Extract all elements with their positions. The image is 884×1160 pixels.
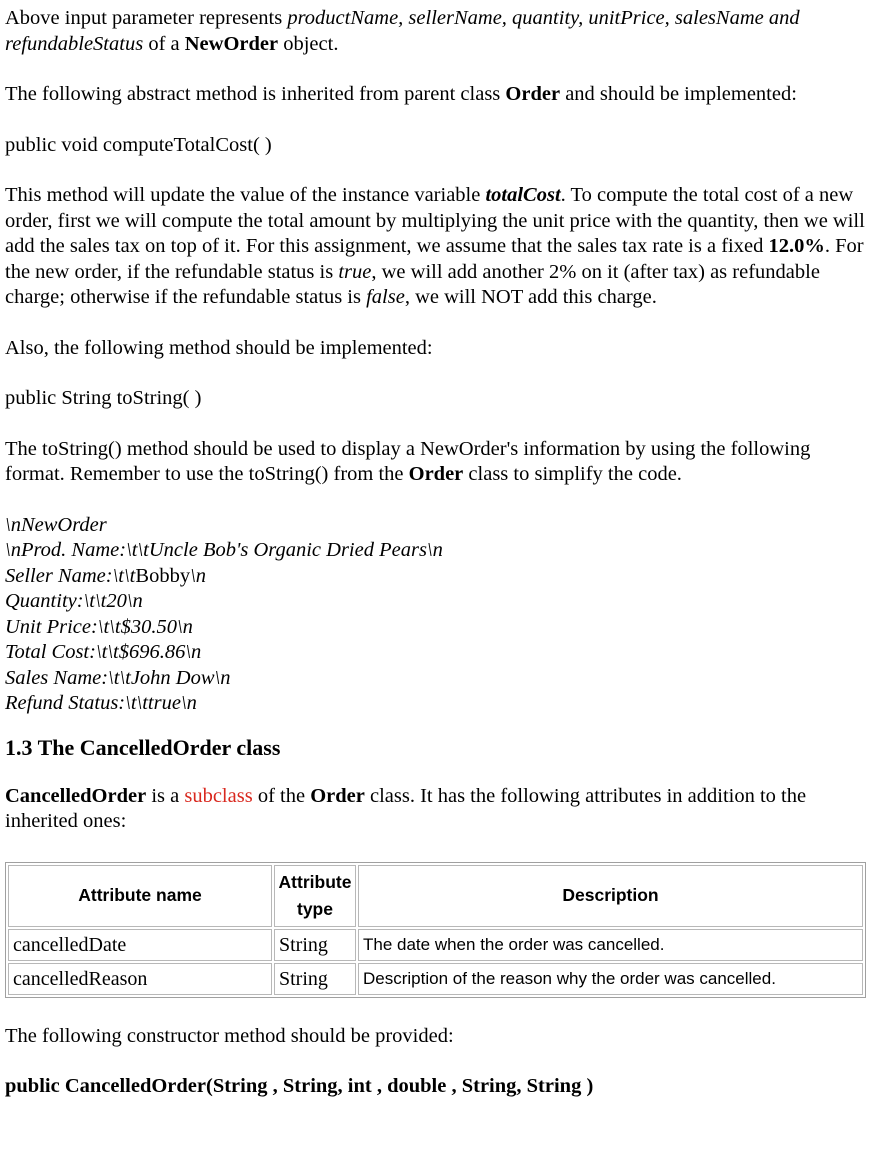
text: . For the new order, if the refundable status is xyxy=(5,235,864,283)
text: The toString() method should be used to display a NewOrder's information by using the following format. Remember to use the toString() from the xyxy=(5,437,811,485)
format-line: Refund Status:\t\ttrue\n xyxy=(5,692,197,714)
text: of the xyxy=(252,784,311,807)
format-line: \nProd. Name:\t\tUncle Bob's Organic Dried Pears\n xyxy=(5,539,443,561)
method-signature-compute: public void computeTotalCost( ) xyxy=(5,133,272,156)
text: of a xyxy=(143,32,185,55)
tostring-description xyxy=(5,437,875,488)
text: . To compute the total cost of a new order, first we will compute the total amount by multiplying the unit price with the quantity, then we will add the sales tax on top of it. For this assignment, we assume that the sales tax rate is a fixed xyxy=(5,184,865,257)
intro-paragraph-1 xyxy=(5,6,875,57)
text: is a xyxy=(146,784,185,807)
text: This method will update the value of the instance variable xyxy=(5,184,486,206)
class-name: NewOrder xyxy=(184,32,279,55)
literal-true: true xyxy=(338,260,372,283)
constructor-signature: public CancelledOrder(String , String, int , double , String, String ) xyxy=(5,1075,594,1097)
cancelled-description xyxy=(5,784,875,835)
constructor-paragraph: The following constructor method should be provided: xyxy=(5,1024,454,1047)
literal-false: false xyxy=(366,286,405,308)
also-paragraph: Also, the following method should be implemented: xyxy=(5,336,433,359)
cell-description: Description of the reason why the order was cancelled. xyxy=(358,963,863,995)
text: and should be implemented: xyxy=(560,83,797,105)
intro-paragraph-2 xyxy=(5,82,875,108)
table-row xyxy=(8,929,863,961)
cell-description: The date when the order was cancelled. xyxy=(358,929,863,961)
cell-name: cancelledReason xyxy=(8,963,272,995)
class-name: Order xyxy=(505,83,561,105)
cell-type: String xyxy=(274,963,356,995)
variable-name: totalCost xyxy=(485,184,561,206)
text: Bobby xyxy=(135,564,191,587)
format-line: Sales Name:\t\tJohn Dow\n xyxy=(5,666,231,689)
method-signature-tostring: public String toString( ) xyxy=(5,387,202,409)
text: object. xyxy=(278,32,339,55)
text: , we will add another 2% on it (after tax) as refundable charge; otherwise if the refundable status is xyxy=(5,260,820,308)
document-body xyxy=(5,6,875,1100)
table-header-row xyxy=(8,865,863,927)
cell-name: cancelledDate xyxy=(8,929,272,961)
compute-description xyxy=(5,183,875,311)
cell-type: String xyxy=(274,929,356,961)
class-name: Order xyxy=(408,463,464,485)
format-line: Quantity:\t\t20\n xyxy=(5,590,143,612)
section-heading: 1.3 The CancelledOrder class xyxy=(5,734,281,760)
class-name: CancelledOrder xyxy=(5,784,147,807)
table-row xyxy=(8,963,863,995)
subclass-link[interactable]: subclass xyxy=(184,784,253,807)
format-line: \nNewOrder xyxy=(5,513,107,536)
text: Above input parameter represents xyxy=(5,7,288,29)
text: Seller Name:\t\t xyxy=(5,564,136,587)
format-line xyxy=(5,564,875,590)
tax-rate: 12.0% xyxy=(768,235,825,257)
param-list: productName, sellerName, quantity, unitPrice, salesName and refundableStatus xyxy=(5,7,800,55)
header-description: Description xyxy=(358,865,863,927)
text: , we will NOT add this charge. xyxy=(404,286,657,308)
text: class. It has the following attributes in addition to the inherited ones: xyxy=(5,784,807,832)
text: The following abstract method is inherited from parent class xyxy=(5,83,506,105)
attributes-table xyxy=(5,862,866,998)
header-attribute-name: Attribute name xyxy=(8,865,272,927)
class-name: Order xyxy=(310,784,365,807)
text: class to simplify the code. xyxy=(463,463,682,485)
text: \n xyxy=(190,564,207,587)
format-line: Unit Price:\t\t$30.50\n xyxy=(5,615,193,638)
format-example xyxy=(5,513,875,717)
header-attribute-type: Attribute type xyxy=(274,865,356,927)
format-line: Total Cost:\t\t$696.86\n xyxy=(5,641,202,663)
